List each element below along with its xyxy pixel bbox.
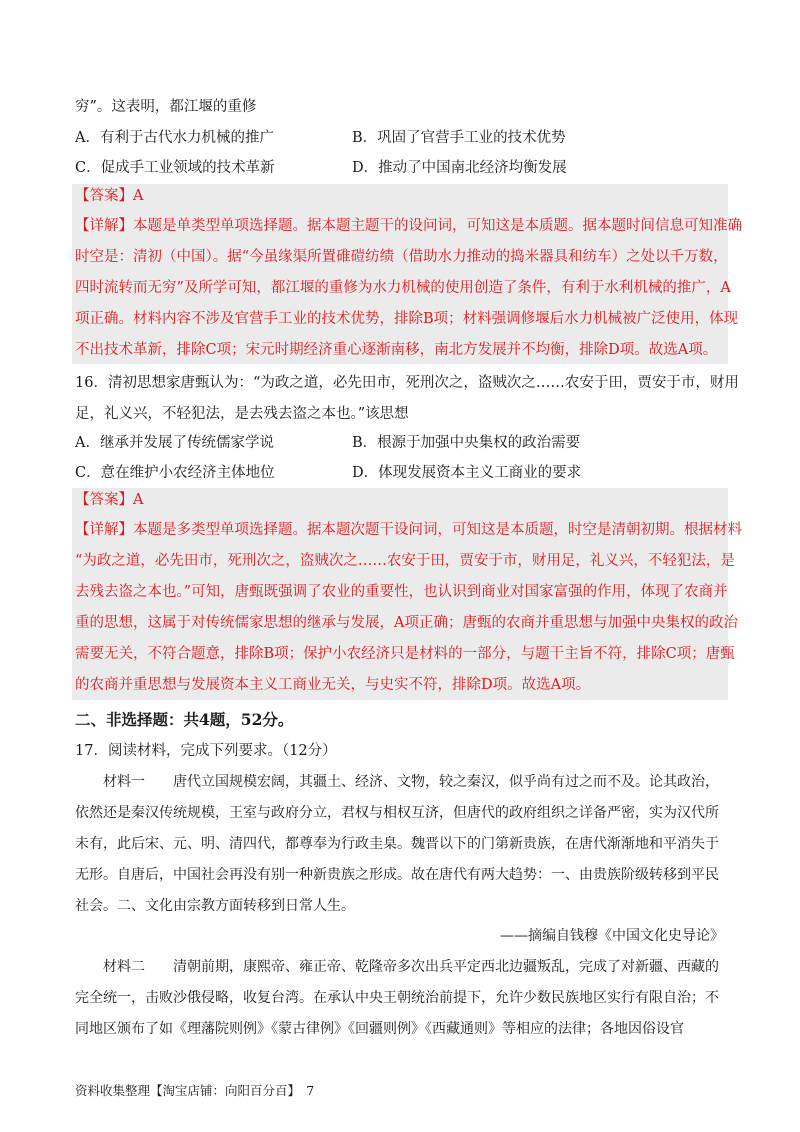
page-footer: 资料收集整理【淘宝店铺：向阳百分百】 7 xyxy=(75,1083,315,1098)
q16-answer-box xyxy=(72,488,742,700)
q17-material1-line: 材料一 唐代立国规模宏阔，其疆土、经济、文物，较之秦汉，似乎尚有过之而不及。论其政治， xyxy=(103,774,719,790)
q17-material1-line: 社会。二、文化由宗教方面转移到日常人生。 xyxy=(75,898,355,914)
q16-detail-line: 的农商并重思想与发展资本主义工商业无关，与史实不符，排除D项。故选A项。 xyxy=(75,677,591,693)
q15-option-a: A．有利于古代水力机械的推广 xyxy=(75,130,274,146)
q17-material1-line: 依然还是秦汉传统规模，王室与政府分立，君权与相权互济，但唐代的政府组织之详备严密，实为汉代所 xyxy=(75,805,719,821)
q16-option-a: A．继承并发展了传统儒家学说 xyxy=(75,435,274,451)
q15-option-d: D．推动了中国南北经济均衡发展 xyxy=(352,160,567,176)
q15-answer-box xyxy=(72,184,742,364)
q16-detail-line: 去残去盗之本也。”可知，唐甄既强调了农业的重要性，也认识到商业对国家富强的作用，体现了农商并 xyxy=(75,584,728,600)
q16-detail-line: 重的思想，这属于对传统儒家思想的继承与发展，A项正确；唐甄的农商并重思想与加强中央集权的政治 xyxy=(75,615,738,631)
section-title: 二、非选择题：共4题，52分。 xyxy=(75,710,294,729)
q16-stem-line: 16．清初思想家唐甄认为：“为政之道，必先田市，死刑次之，盗贼次之……农安于田，贾安于市，财用 xyxy=(75,375,739,391)
q16-answer: 【答案】A xyxy=(75,492,144,508)
q17-stem: 17．阅读材料，完成下列要求。（12分） xyxy=(75,743,337,759)
q16-stem-line: 足，礼义兴，不轻犯法，是去残去盗之本也。”该思想 xyxy=(75,406,409,422)
q15-detail-line: 四时流转而无穷”及所学可知，都江堰的重修为水力机械的使用创造了条件，有利于水利机械的推广，A xyxy=(75,280,731,296)
q17-material1-line: 无形。自唐后，中国社会再没有别一种新贵族之形成。故在唐代有两大趋势：一、由贵族阶级转移到平民 xyxy=(75,867,719,883)
q16-option-d: D．体现发展资本主义工商业的要求 xyxy=(352,465,582,481)
q16-option-c: C．意在维护小农经济主体地位 xyxy=(75,465,275,481)
q16-option-b: B．根源于加强中央集权的政治需要 xyxy=(352,435,581,451)
q15-answer: 【答案】A xyxy=(75,188,144,204)
q16-detail-line: “为政之道，必先田市，死刑次之，盗贼次之……农安于田，贾安于市，财用足，礼义兴，不轻犯法，是 xyxy=(75,553,735,569)
q17-material2-line: 材料二 清朝前期，康熙帝、雍正帝、乾隆帝多次出兵平定西北边疆叛乱，完成了对新疆、西藏的 xyxy=(103,959,719,975)
q16-detail-line: 需要无关，不符合题意，排除B项；保护小农经济只是材料的一部分，与题干主旨不符，排除C项；唐甄 xyxy=(75,646,735,662)
q15-option-c: C．促成手工业领域的技术革新 xyxy=(75,160,275,176)
q17-material2-line: 同地区颁布了如《理藩院则例》《蒙古律例》《回疆则例》《西藏通则》等相应的法律；各地因俗设官 xyxy=(75,1021,684,1037)
q15-detail-line: 时空是：清初（中国）。据“今虽缘渠所置碓磑纺绩（借助水力推动的捣米器具和纺车）之处以千万数， xyxy=(75,249,728,265)
q15-detail-line: 不出技术革新，排除C项；宋元时期经济重心逐渐南移，南北方发展并不均衡，排除D项。故选A项。 xyxy=(75,342,718,358)
q15-detail-line: 【详解】本题是单类型单项选择题。据本题主题干的设问词，可知这是本质题。据本题时间信息可知准确 xyxy=(75,218,742,234)
q15-option-b: B．巩固了官营手工业的技术优势 xyxy=(352,130,566,146)
q15-stem-tail: 穷”。这表明，都江堰的重修 xyxy=(75,99,257,115)
q17-source1: ——摘编自钱穆《中国文化史导论》 xyxy=(500,928,724,944)
q16-detail-line: 【详解】本题是多类型单项选择题。据本题次题干设问词，可知这是本质题，时空是清朝初期。根据材料 xyxy=(75,522,742,538)
q17-material2-line: 完全统一，击败沙俄侵略，收复台湾。在承认中央王朝统治前提下，允许少数民族地区实行有限自治；不 xyxy=(75,990,719,1006)
q15-detail-line: 项正确。材料内容不涉及官营手工业的技术优势，排除B项；材料强调修堰后水力机械被广泛使用，体现 xyxy=(75,311,739,327)
q17-material1-line: 未有，此后宋、元、明、清四代，都尊奉为行政圭臬。魏晋以下的门第新贵族，在唐代渐渐地和平消失于 xyxy=(75,836,719,852)
